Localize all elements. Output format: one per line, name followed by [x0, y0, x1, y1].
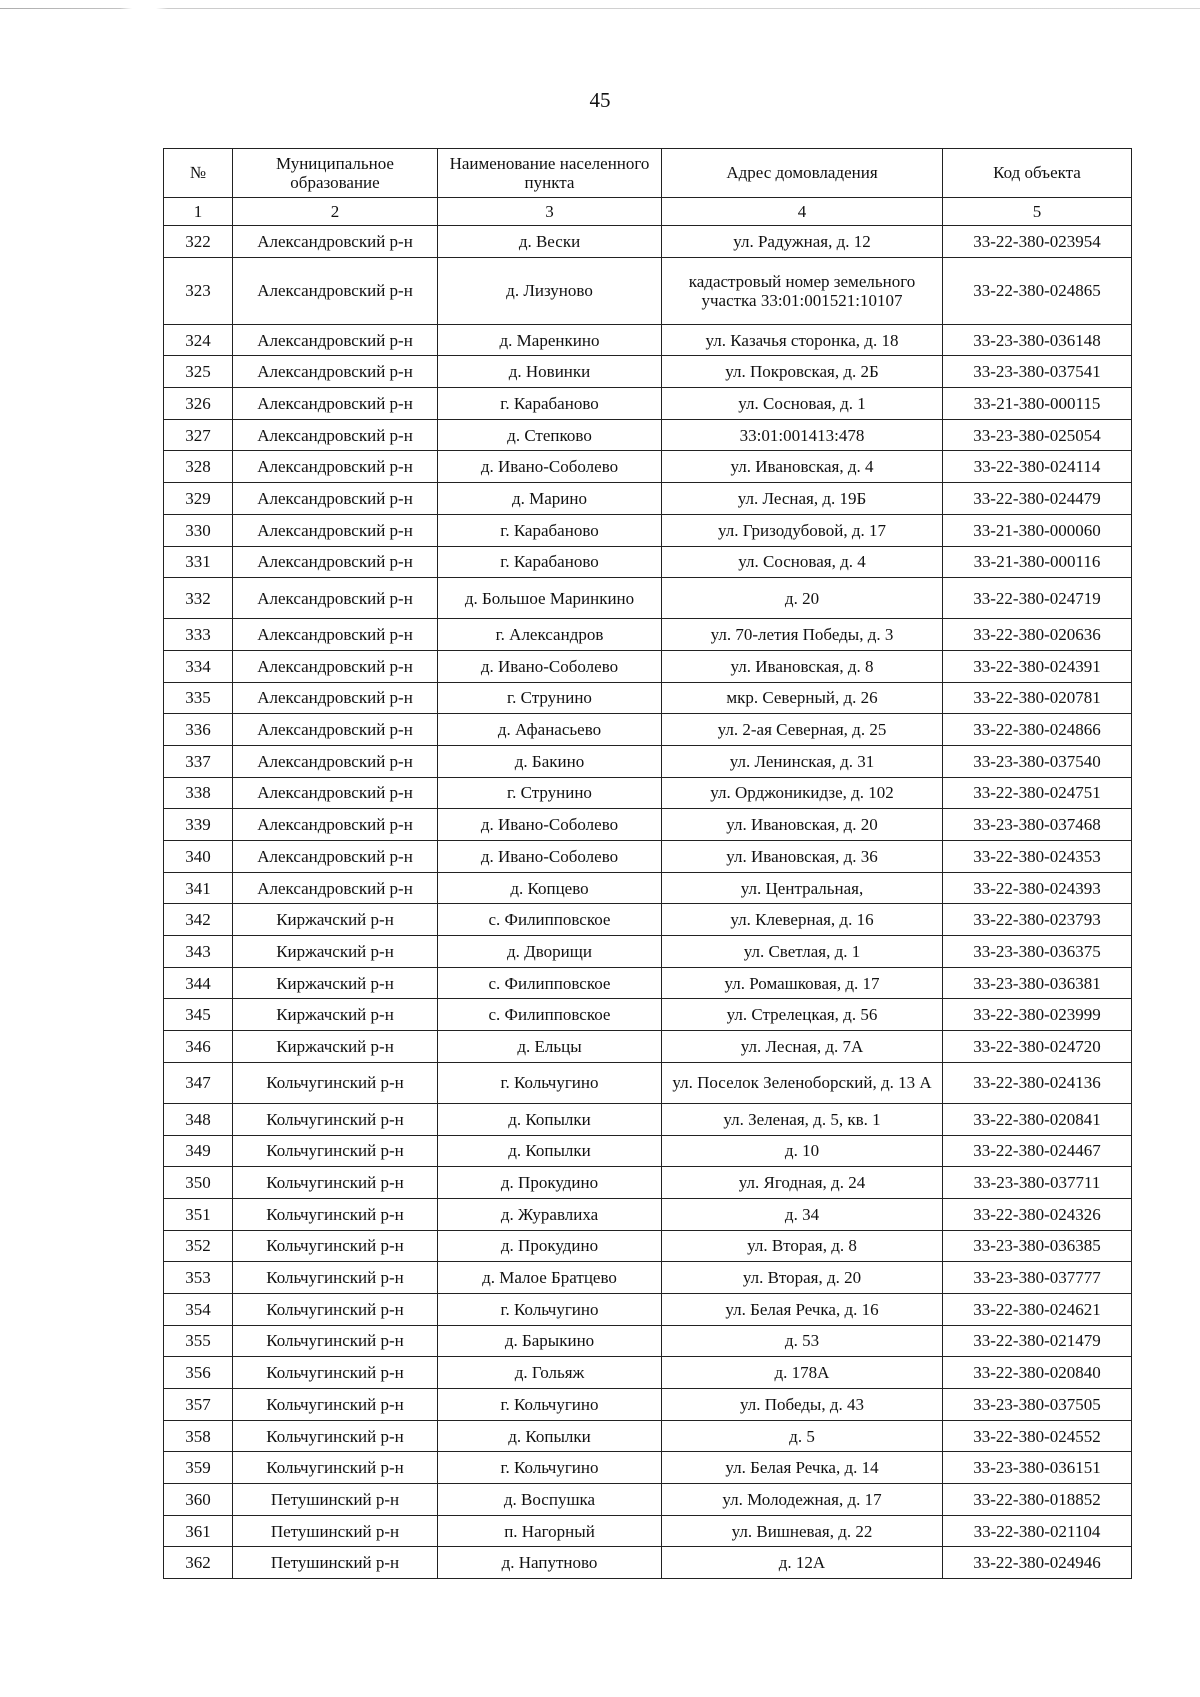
row-number: 330	[164, 514, 233, 546]
address-cell: ул. Светлая, д. 1	[662, 936, 943, 968]
table-row	[164, 451, 1132, 483]
address-cell: ул. Ивановская, д. 4	[662, 451, 943, 483]
row-number: 325	[164, 356, 233, 388]
row-number: 339	[164, 809, 233, 841]
table-row	[164, 514, 1132, 546]
row-number: 335	[164, 682, 233, 714]
municipality-cell: Кольчугинский р-н	[233, 1293, 438, 1325]
address-cell: ул. Лесная, д. 19Б	[662, 483, 943, 515]
settlement-cell: г. Кольчугино	[438, 1452, 662, 1484]
row-number: 350	[164, 1167, 233, 1199]
address-cell: д. 53	[662, 1325, 943, 1357]
row-number: 353	[164, 1262, 233, 1294]
column-number: 2	[233, 198, 438, 226]
municipality-cell: Александровский р-н	[233, 257, 438, 324]
address-cell: ул. Стрелецкая, д. 56	[662, 999, 943, 1031]
settlement-cell: д. Лизуново	[438, 257, 662, 324]
row-number: 338	[164, 777, 233, 809]
address-cell: д. 20	[662, 578, 943, 619]
table-row	[164, 777, 1132, 809]
settlement-cell: д. Барыкино	[438, 1325, 662, 1357]
row-number: 357	[164, 1389, 233, 1421]
table-row	[164, 1103, 1132, 1135]
object-code-cell: 33-22-380-023954	[943, 226, 1132, 258]
municipality-cell: Александровский р-н	[233, 514, 438, 546]
row-number: 359	[164, 1452, 233, 1484]
object-code-cell: 33-22-380-020841	[943, 1103, 1132, 1135]
address-cell: ул. Радужная, д. 12	[662, 226, 943, 258]
municipality-cell: Кольчугинский р-н	[233, 1198, 438, 1230]
municipality-cell: Петушинский р-н	[233, 1547, 438, 1579]
municipality-cell: Александровский р-н	[233, 650, 438, 682]
row-number: 324	[164, 324, 233, 356]
row-number: 347	[164, 1062, 233, 1103]
municipality-cell: Кольчугинский р-н	[233, 1103, 438, 1135]
row-number: 342	[164, 904, 233, 936]
header-object-code: Код объекта	[943, 149, 1132, 198]
row-number: 362	[164, 1547, 233, 1579]
table-row	[164, 841, 1132, 873]
table-header-row	[164, 149, 1132, 198]
row-number: 361	[164, 1515, 233, 1547]
settlement-cell: д. Прокудино	[438, 1230, 662, 1262]
address-cell: ул. Сосновая, д. 1	[662, 388, 943, 420]
row-number: 355	[164, 1325, 233, 1357]
table-row	[164, 1262, 1132, 1294]
table-row	[164, 619, 1132, 651]
table-row	[164, 419, 1132, 451]
municipality-cell: Александровский р-н	[233, 777, 438, 809]
row-number: 348	[164, 1103, 233, 1135]
settlement-cell: с. Филипповское	[438, 904, 662, 936]
table-row	[164, 1198, 1132, 1230]
table-row	[164, 650, 1132, 682]
object-code-cell: 33-23-380-036385	[943, 1230, 1132, 1262]
object-code-cell: 33-21-380-000116	[943, 546, 1132, 578]
address-cell: ул. Вишневая, д. 22	[662, 1515, 943, 1547]
municipality-cell: Александровский р-н	[233, 682, 438, 714]
table-row	[164, 967, 1132, 999]
address-cell: ул. Вторая, д. 20	[662, 1262, 943, 1294]
settlement-cell: д. Журавлиха	[438, 1198, 662, 1230]
registry-table	[163, 148, 1132, 1579]
settlement-cell: г. Кольчугино	[438, 1062, 662, 1103]
object-code-cell: 33-22-380-021104	[943, 1515, 1132, 1547]
municipality-cell: Киржачский р-н	[233, 1031, 438, 1063]
settlement-cell: г. Карабаново	[438, 514, 662, 546]
address-cell: ул. Ромашковая, д. 17	[662, 967, 943, 999]
table-row	[164, 872, 1132, 904]
address-cell: ул. Белая Речка, д. 16	[662, 1293, 943, 1325]
municipality-cell: Александровский р-н	[233, 451, 438, 483]
column-number: 1	[164, 198, 233, 226]
address-cell: ул. Казачья сторонка, д. 18	[662, 324, 943, 356]
object-code-cell: 33-22-380-024479	[943, 483, 1132, 515]
address-cell: ул. Гризодубовой, д. 17	[662, 514, 943, 546]
object-code-cell: 33-22-380-024467	[943, 1135, 1132, 1167]
row-number: 360	[164, 1484, 233, 1516]
table-row	[164, 578, 1132, 619]
address-cell: ул. Ивановская, д. 20	[662, 809, 943, 841]
object-code-cell: 33-22-380-024751	[943, 777, 1132, 809]
header-settlement: Наименование населенного пункта	[438, 149, 662, 198]
row-number: 346	[164, 1031, 233, 1063]
municipality-cell: Александровский р-н	[233, 419, 438, 451]
settlement-cell: д. Бакино	[438, 745, 662, 777]
column-number: 5	[943, 198, 1132, 226]
address-cell: д. 12А	[662, 1547, 943, 1579]
row-number: 349	[164, 1135, 233, 1167]
municipality-cell: Кольчугинский р-н	[233, 1357, 438, 1389]
object-code-cell: 33-22-380-024866	[943, 714, 1132, 746]
address-cell: ул. Клеверная, д. 16	[662, 904, 943, 936]
object-code-cell: 33-22-380-024865	[943, 257, 1132, 324]
object-code-cell: 33-21-380-000115	[943, 388, 1132, 420]
header-address: Адрес домовладения	[662, 149, 943, 198]
municipality-cell: Александровский р-н	[233, 619, 438, 651]
municipality-cell: Александровский р-н	[233, 546, 438, 578]
address-cell: ул. Покровская, д. 2Б	[662, 356, 943, 388]
address-cell: ул. Орджоникидзе, д. 102	[662, 777, 943, 809]
table-row	[164, 1230, 1132, 1262]
table-row	[164, 682, 1132, 714]
settlement-cell: д. Вески	[438, 226, 662, 258]
object-code-cell: 33-22-380-024136	[943, 1062, 1132, 1103]
settlement-cell: д. Прокудино	[438, 1167, 662, 1199]
settlement-cell: п. Нагорный	[438, 1515, 662, 1547]
table-row	[164, 1357, 1132, 1389]
address-cell: ул. Ягодная, д. 24	[662, 1167, 943, 1199]
municipality-cell: Кольчугинский р-н	[233, 1420, 438, 1452]
object-code-cell: 33-22-380-024114	[943, 451, 1132, 483]
settlement-cell: д. Большое Маринкино	[438, 578, 662, 619]
row-number: 329	[164, 483, 233, 515]
settlement-cell: д. Ивано-Соболево	[438, 451, 662, 483]
row-number: 343	[164, 936, 233, 968]
municipality-cell: Киржачский р-н	[233, 999, 438, 1031]
object-code-cell: 33-22-380-020781	[943, 682, 1132, 714]
address-cell: ул. Ивановская, д. 36	[662, 841, 943, 873]
table-row	[164, 936, 1132, 968]
settlement-cell: д. Ивано-Соболево	[438, 809, 662, 841]
settlement-cell: г. Кольчугино	[438, 1293, 662, 1325]
table-row	[164, 1389, 1132, 1421]
settlement-cell: г. Карабаново	[438, 388, 662, 420]
address-cell: ул. Сосновая, д. 4	[662, 546, 943, 578]
table-row	[164, 1135, 1132, 1167]
address-cell: ул. Зеленая, д. 5, кв. 1	[662, 1103, 943, 1135]
row-number: 344	[164, 967, 233, 999]
settlement-cell: д. Ивано-Соболево	[438, 841, 662, 873]
row-number: 336	[164, 714, 233, 746]
column-number: 4	[662, 198, 943, 226]
object-code-cell: 33-22-380-023793	[943, 904, 1132, 936]
row-number: 356	[164, 1357, 233, 1389]
header-number: №	[164, 149, 233, 198]
table-row	[164, 356, 1132, 388]
column-number: 3	[438, 198, 662, 226]
settlement-cell: д. Воспушка	[438, 1484, 662, 1516]
municipality-cell: Александровский р-н	[233, 841, 438, 873]
settlement-cell: д. Ивано-Соболево	[438, 650, 662, 682]
table-row	[164, 1325, 1132, 1357]
table-body	[164, 226, 1132, 1579]
object-code-cell: 33-23-380-037468	[943, 809, 1132, 841]
table-row	[164, 1062, 1132, 1103]
address-cell: 33:01:001413:478	[662, 419, 943, 451]
municipality-cell: Александровский р-н	[233, 388, 438, 420]
row-number: 358	[164, 1420, 233, 1452]
row-number: 326	[164, 388, 233, 420]
table-row	[164, 226, 1132, 258]
address-cell: ул. Ленинская, д. 31	[662, 745, 943, 777]
address-cell: кадастровый номер земельного участка 33:01:001521:10107	[662, 257, 943, 324]
row-number: 327	[164, 419, 233, 451]
municipality-cell: Кольчугинский р-н	[233, 1230, 438, 1262]
address-cell: д. 178А	[662, 1357, 943, 1389]
table-row	[164, 1420, 1132, 1452]
row-number: 354	[164, 1293, 233, 1325]
object-code-cell: 33-23-380-037505	[943, 1389, 1132, 1421]
header-municipality: Муниципальное образование	[233, 149, 438, 198]
settlement-cell: д. Копылки	[438, 1135, 662, 1167]
settlement-cell: г. Кольчугино	[438, 1389, 662, 1421]
table-row	[164, 1547, 1132, 1579]
settlement-cell: д. Степково	[438, 419, 662, 451]
address-cell: ул. Ивановская, д. 8	[662, 650, 943, 682]
settlement-cell: д. Малое Братцево	[438, 1262, 662, 1294]
address-cell: д. 34	[662, 1198, 943, 1230]
scan-edge-line	[0, 8, 1200, 9]
municipality-cell: Александровский р-н	[233, 745, 438, 777]
settlement-cell: д. Марино	[438, 483, 662, 515]
object-code-cell: 33-23-380-036148	[943, 324, 1132, 356]
settlement-cell: д. Новинки	[438, 356, 662, 388]
object-code-cell: 33-23-380-037711	[943, 1167, 1132, 1199]
settlement-cell: г. Струнино	[438, 682, 662, 714]
table-row	[164, 483, 1132, 515]
settlement-cell: д. Афанасьево	[438, 714, 662, 746]
table-row	[164, 904, 1132, 936]
municipality-cell: Кольчугинский р-н	[233, 1262, 438, 1294]
address-cell: ул. Лесная, д. 7А	[662, 1031, 943, 1063]
table-row	[164, 388, 1132, 420]
municipality-cell: Александровский р-н	[233, 872, 438, 904]
municipality-cell: Александровский р-н	[233, 714, 438, 746]
object-code-cell: 33-22-380-020636	[943, 619, 1132, 651]
settlement-cell: д. Копылки	[438, 1103, 662, 1135]
object-code-cell: 33-23-380-025054	[943, 419, 1132, 451]
municipality-cell: Александровский р-н	[233, 226, 438, 258]
column-number-row	[164, 198, 1132, 226]
municipality-cell: Петушинский р-н	[233, 1484, 438, 1516]
row-number: 323	[164, 257, 233, 324]
municipality-cell: Кольчугинский р-н	[233, 1062, 438, 1103]
object-code-cell: 33-23-380-036151	[943, 1452, 1132, 1484]
settlement-cell: д. Копцево	[438, 872, 662, 904]
municipality-cell: Александровский р-н	[233, 578, 438, 619]
row-number: 322	[164, 226, 233, 258]
settlement-cell: д. Дворищи	[438, 936, 662, 968]
object-code-cell: 33-23-380-037541	[943, 356, 1132, 388]
address-cell: ул. Победы, д. 43	[662, 1389, 943, 1421]
row-number: 333	[164, 619, 233, 651]
address-cell: д. 10	[662, 1135, 943, 1167]
page-number: 45	[589, 88, 611, 112]
table-row	[164, 257, 1132, 324]
address-cell: ул. Вторая, д. 8	[662, 1230, 943, 1262]
address-cell: ул. Поселок Зеленоборский, д. 13 А	[662, 1062, 943, 1103]
object-code-cell: 33-23-380-036375	[943, 936, 1132, 968]
settlement-cell: г. Александров	[438, 619, 662, 651]
object-code-cell: 33-22-380-024552	[943, 1420, 1132, 1452]
settlement-cell: с. Филипповское	[438, 967, 662, 999]
row-number: 332	[164, 578, 233, 619]
row-number: 352	[164, 1230, 233, 1262]
row-number: 328	[164, 451, 233, 483]
municipality-cell: Киржачский р-н	[233, 967, 438, 999]
table-row	[164, 745, 1132, 777]
table-row	[164, 1293, 1132, 1325]
table-row	[164, 1515, 1132, 1547]
table-row	[164, 714, 1132, 746]
settlement-cell: д. Копылки	[438, 1420, 662, 1452]
object-code-cell: 33-22-380-024946	[943, 1547, 1132, 1579]
municipality-cell: Киржачский р-н	[233, 936, 438, 968]
municipality-cell: Кольчугинский р-н	[233, 1389, 438, 1421]
municipality-cell: Кольчугинский р-н	[233, 1452, 438, 1484]
settlement-cell: д. Напутново	[438, 1547, 662, 1579]
settlement-cell: д. Маренкино	[438, 324, 662, 356]
municipality-cell: Александровский р-н	[233, 324, 438, 356]
object-code-cell: 33-22-380-024393	[943, 872, 1132, 904]
municipality-cell: Кольчугинский р-н	[233, 1135, 438, 1167]
municipality-cell: Киржачский р-н	[233, 904, 438, 936]
row-number: 340	[164, 841, 233, 873]
row-number: 351	[164, 1198, 233, 1230]
object-code-cell: 33-22-380-024621	[943, 1293, 1132, 1325]
row-number: 337	[164, 745, 233, 777]
object-code-cell: 33-23-380-036381	[943, 967, 1132, 999]
address-cell: ул. Белая Речка, д. 14	[662, 1452, 943, 1484]
municipality-cell: Александровский р-н	[233, 483, 438, 515]
object-code-cell: 33-21-380-000060	[943, 514, 1132, 546]
object-code-cell: 33-22-380-024720	[943, 1031, 1132, 1063]
settlement-cell: г. Струнино	[438, 777, 662, 809]
object-code-cell: 33-22-380-020840	[943, 1357, 1132, 1389]
object-code-cell: 33-23-380-037540	[943, 745, 1132, 777]
address-cell: мкр. Северный, д. 26	[662, 682, 943, 714]
table-row	[164, 546, 1132, 578]
table-row	[164, 1167, 1132, 1199]
object-code-cell: 33-23-380-037777	[943, 1262, 1132, 1294]
address-cell: ул. 2-ая Северная, д. 25	[662, 714, 943, 746]
settlement-cell: г. Карабаново	[438, 546, 662, 578]
row-number: 331	[164, 546, 233, 578]
address-cell: ул. Центральная,	[662, 872, 943, 904]
object-code-cell: 33-22-380-024353	[943, 841, 1132, 873]
object-code-cell: 33-22-380-024391	[943, 650, 1132, 682]
object-code-cell: 33-22-380-024326	[943, 1198, 1132, 1230]
table-row	[164, 1484, 1132, 1516]
table-row	[164, 324, 1132, 356]
settlement-cell: с. Филипповское	[438, 999, 662, 1031]
object-code-cell: 33-22-380-021479	[943, 1325, 1132, 1357]
municipality-cell: Александровский р-н	[233, 356, 438, 388]
table-row	[164, 999, 1132, 1031]
municipality-cell: Александровский р-н	[233, 809, 438, 841]
row-number: 334	[164, 650, 233, 682]
address-cell: ул. 70-летия Победы, д. 3	[662, 619, 943, 651]
object-code-cell: 33-22-380-018852	[943, 1484, 1132, 1516]
object-code-cell: 33-22-380-023999	[943, 999, 1132, 1031]
table-row	[164, 809, 1132, 841]
municipality-cell: Кольчугинский р-н	[233, 1325, 438, 1357]
table-row	[164, 1031, 1132, 1063]
address-cell: ул. Молодежная, д. 17	[662, 1484, 943, 1516]
object-code-cell: 33-22-380-024719	[943, 578, 1132, 619]
address-cell: д. 5	[662, 1420, 943, 1452]
municipality-cell: Петушинский р-н	[233, 1515, 438, 1547]
settlement-cell: д. Ельцы	[438, 1031, 662, 1063]
table-row	[164, 1452, 1132, 1484]
row-number: 345	[164, 999, 233, 1031]
municipality-cell: Кольчугинский р-н	[233, 1167, 438, 1199]
row-number: 341	[164, 872, 233, 904]
settlement-cell: д. Гольяж	[438, 1357, 662, 1389]
